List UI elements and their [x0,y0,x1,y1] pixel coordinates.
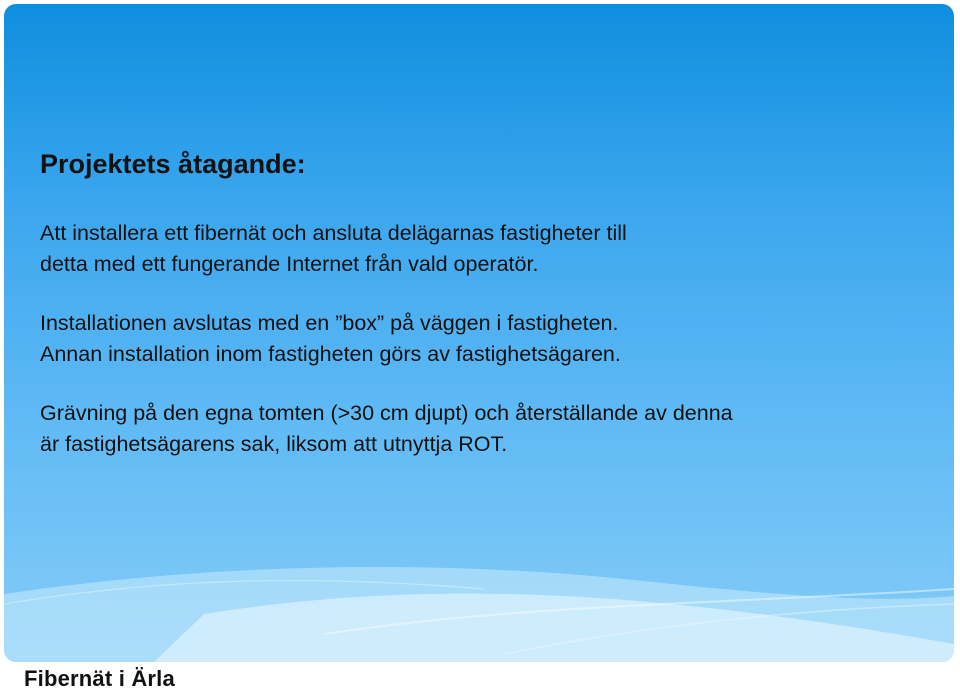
paragraph-installation-scope: Installationen avslutas med en ”box” på väggen i fastigheten. Annan installation inom fastigheten görs av fastighetsägaren. [40,311,621,366]
slide-title: Projektets åtagande: [40,149,306,179]
footer-logo: Fibernät i Ärla [24,666,175,691]
paragraph-installation-goal: Att installera ett fibernät och ansluta delägarnas fastigheter till detta med ett fungerande Internet från vald operatör. [40,221,627,276]
paragraph-digging-responsibility: Grävning på den egna tomten (>30 cm djupt) och återställande av denna är fastighetsägarens sak, liksom att utnyttja ROT. [40,401,733,456]
slide-content [40,148,940,488]
